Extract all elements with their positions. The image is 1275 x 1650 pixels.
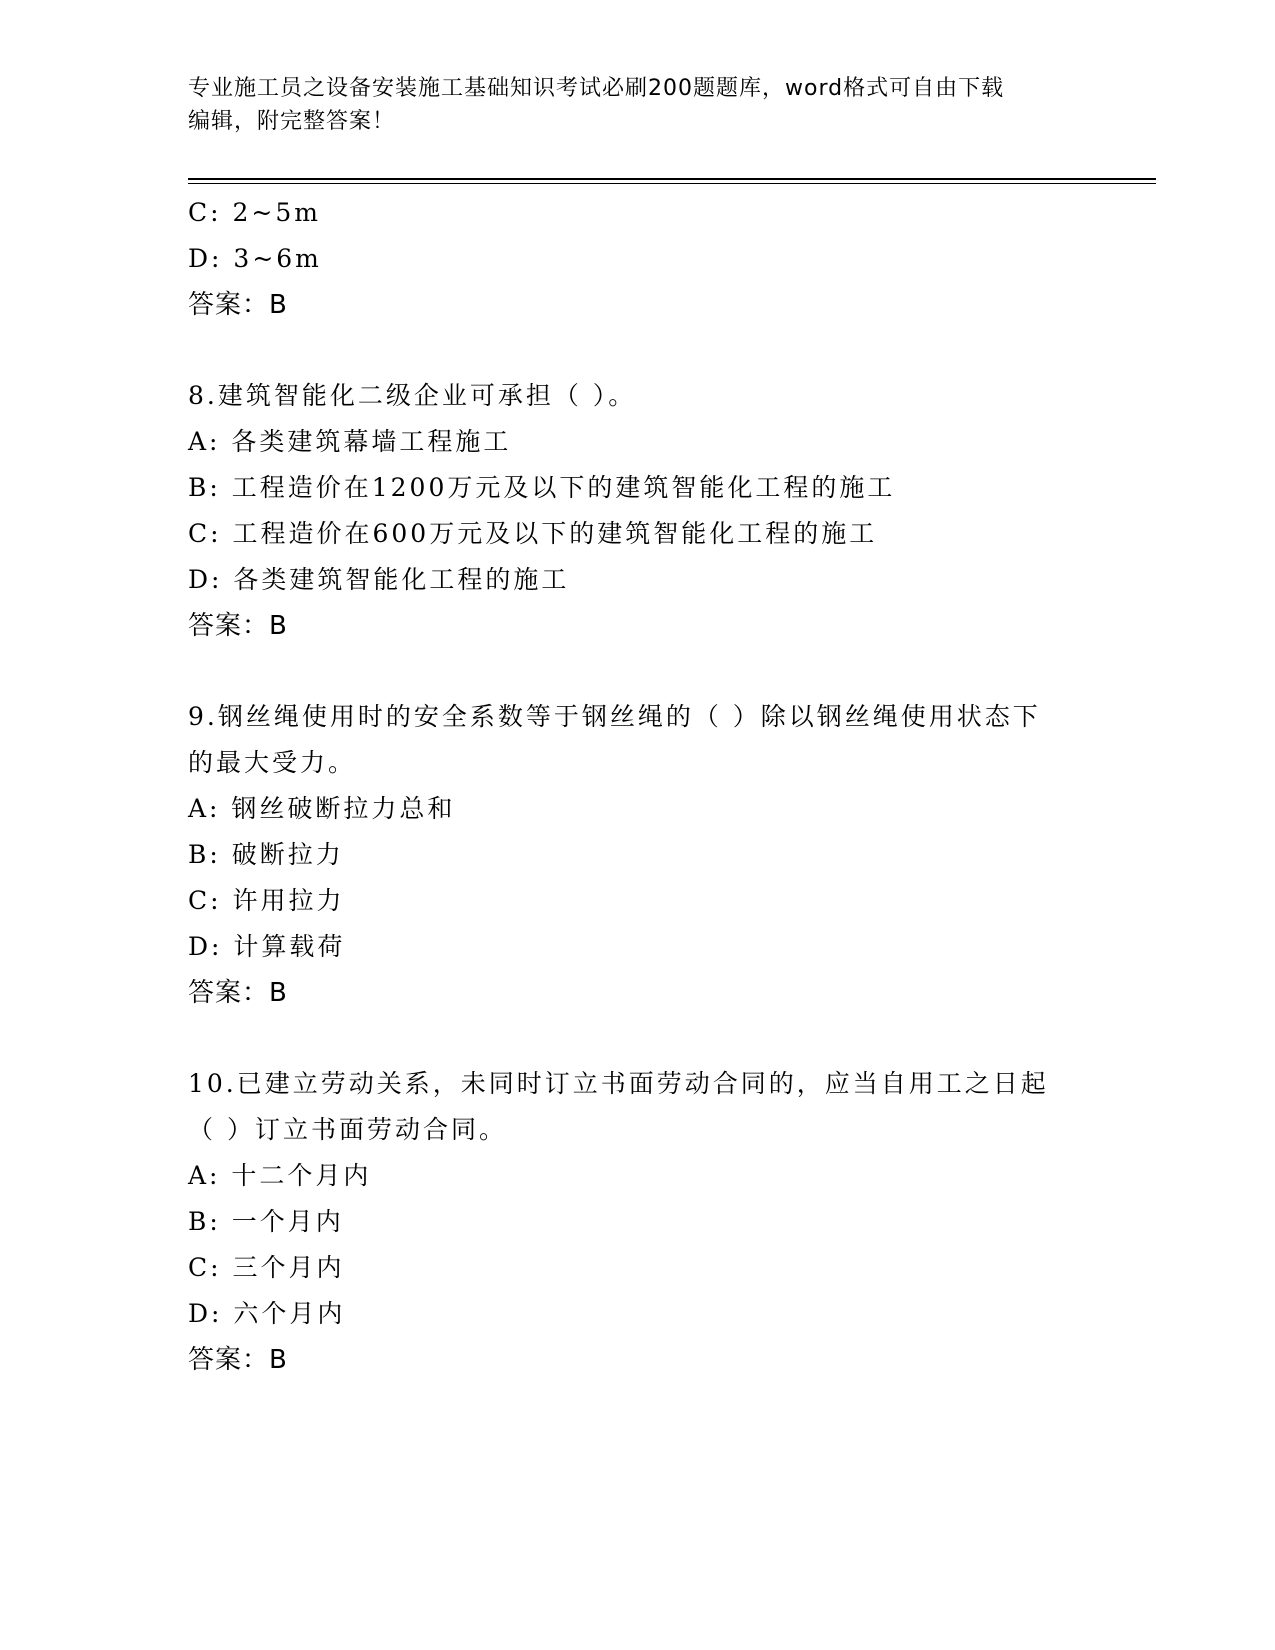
q8-option-c: C: 工程造价在600万元及以下的建筑智能化工程的施工 — [188, 519, 878, 548]
question-8 — [188, 373, 1088, 649]
q8-answer: 答案：B — [188, 611, 288, 641]
spacer — [188, 1016, 1088, 1061]
header-divider — [188, 178, 1156, 184]
q10-option-c: C: 三个月内 — [188, 1253, 345, 1282]
spacer — [188, 649, 1088, 694]
q9-answer: 答案：B — [188, 978, 288, 1008]
q8-option-d: D: 各类建筑智能化工程的施工 — [188, 565, 570, 594]
q9-option-d: D: 计算载荷 — [188, 932, 346, 961]
q8-option-b: B: 工程造价在1200万元及以下的建筑智能化工程的施工 — [188, 473, 896, 502]
spacer — [188, 328, 1088, 373]
question-list — [188, 190, 1088, 1383]
q9-option-c: C: 许用拉力 — [188, 886, 345, 915]
header-title-line2: 编辑，附完整答案！ — [188, 109, 396, 134]
q10-stem-line1: 10.已建立劳动关系，未同时订立书面劳动合同的，应当自用工之日起 — [188, 1069, 1049, 1098]
q10-option-a: A: 十二个月内 — [188, 1161, 372, 1190]
q7-option-c: C: 2~5m — [188, 198, 321, 227]
document-header — [188, 72, 1088, 138]
q9-option-b: B: 破断拉力 — [188, 840, 344, 869]
question-9 — [188, 694, 1088, 1016]
q8-option-a: A: 各类建筑幕墙工程施工 — [188, 427, 512, 456]
question-10 — [188, 1061, 1088, 1383]
q9-stem-line1: 9.钢丝绳使用时的安全系数等于钢丝绳的（ ）除以钢丝绳使用状态下 — [188, 702, 1041, 731]
q10-option-b: B: 一个月内 — [188, 1207, 344, 1236]
q10-option-d: D: 六个月内 — [188, 1299, 346, 1328]
q7-answer: 答案：B — [188, 290, 288, 320]
q7-option-d: D: 3~6m — [188, 244, 322, 273]
q9-stem-line2: 的最大受力。 — [188, 748, 357, 777]
q10-stem-line2: （ ）订立书面劳动合同。 — [188, 1115, 507, 1144]
q8-stem: 8.建筑智能化二级企业可承担（ ）。 — [188, 381, 637, 410]
q10-answer: 答案：B — [188, 1345, 288, 1375]
q9-option-a: A: 钢丝破断拉力总和 — [188, 794, 456, 823]
header-title-line1: 专业施工员之设备安装施工基础知识考试必刷200题题库，word格式可自由下载 — [188, 76, 1005, 101]
question-7 — [188, 190, 1088, 328]
